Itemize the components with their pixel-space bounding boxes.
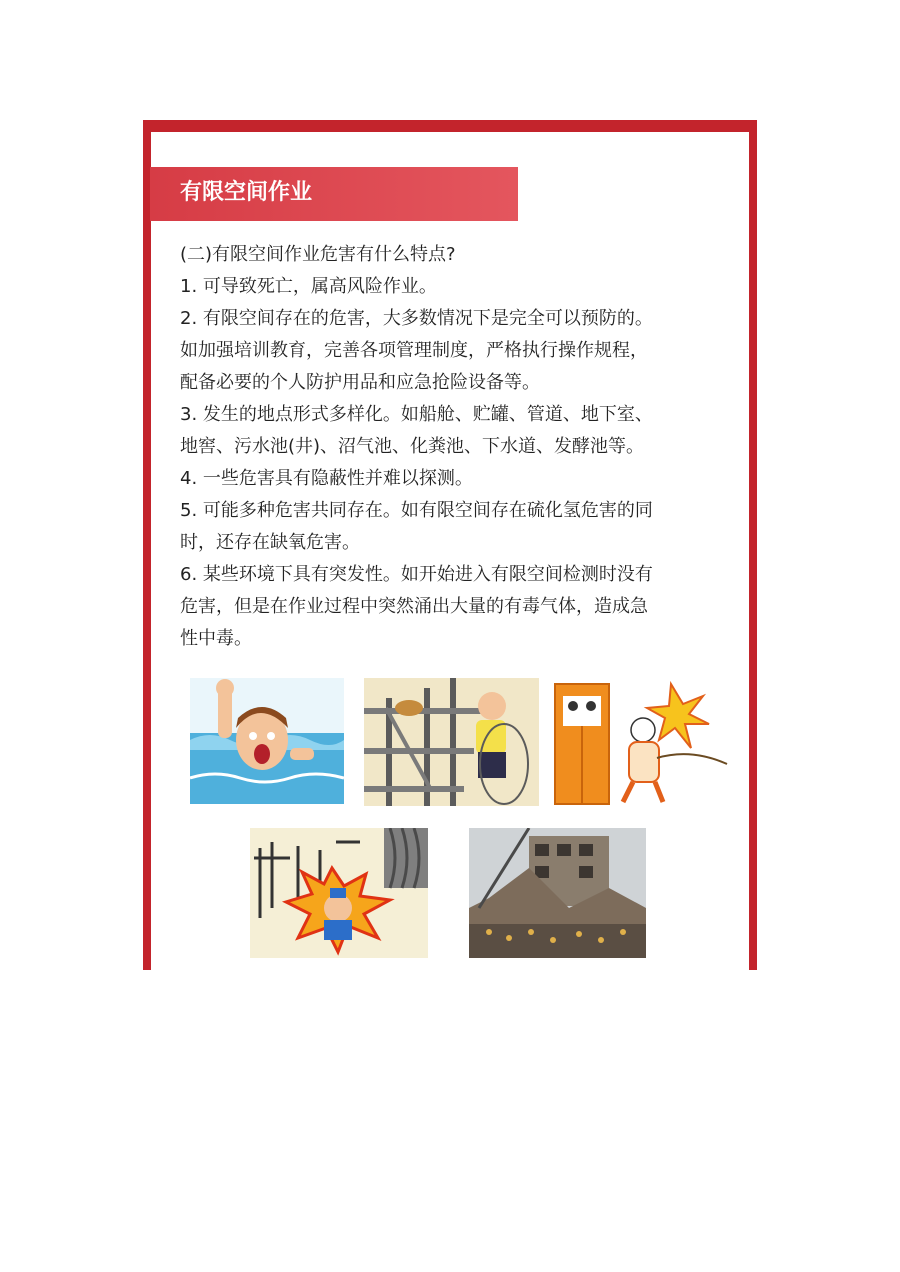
- building-collapse-photo: [469, 828, 646, 958]
- text-line: 时，还存在缺氧危害。: [180, 532, 360, 553]
- card-top-border: [143, 120, 757, 132]
- text-line: 配备必要的个人防护用品和应急抢险设备等。: [180, 372, 540, 393]
- drowning-illustration: [190, 678, 344, 804]
- question-heading: (二)有限空间作业危害有什么特点?: [180, 244, 456, 265]
- fall-from-height-illustration: [364, 678, 539, 806]
- text-line: 地窖、污水池(井)、沼气池、化粪池、下水道、发酵池等。: [180, 436, 645, 457]
- text-line: 2. 有限空间存在的危害，大多数情况下是完全可以预防的。: [180, 308, 653, 329]
- text-line: 5. 可能多种危害共同存在。如有限空间存在硫化氢危害的同: [180, 500, 653, 521]
- text-line: 4. 一些危害具有隐蔽性并难以探测。: [180, 468, 473, 489]
- hazard-text: [180, 239, 740, 655]
- explosion-illustration: [250, 828, 428, 958]
- section-title: 有限空间作业: [180, 180, 313, 205]
- text-line: 3. 发生的地点形式多样化。如船舱、贮罐、管道、地下室、: [180, 404, 653, 425]
- text-line: 6. 某些环境下具有突发性。如开始进入有限空间检测时没有: [180, 564, 653, 585]
- card-right-border: [749, 120, 757, 970]
- text-line: 如加强培训教育，完善各项管理制度，严格执行操作规程，: [180, 340, 648, 361]
- text-line: 性中毒。: [180, 628, 252, 649]
- electric-shock-illustration: [551, 678, 729, 808]
- text-line: 危害，但是在作业过程中突然涌出大量的有毒气体，造成急: [180, 596, 648, 617]
- card-left-border: [143, 120, 151, 970]
- section-banner: [150, 167, 518, 221]
- text-line: 1. 可导致死亡，属高风险作业。: [180, 276, 437, 297]
